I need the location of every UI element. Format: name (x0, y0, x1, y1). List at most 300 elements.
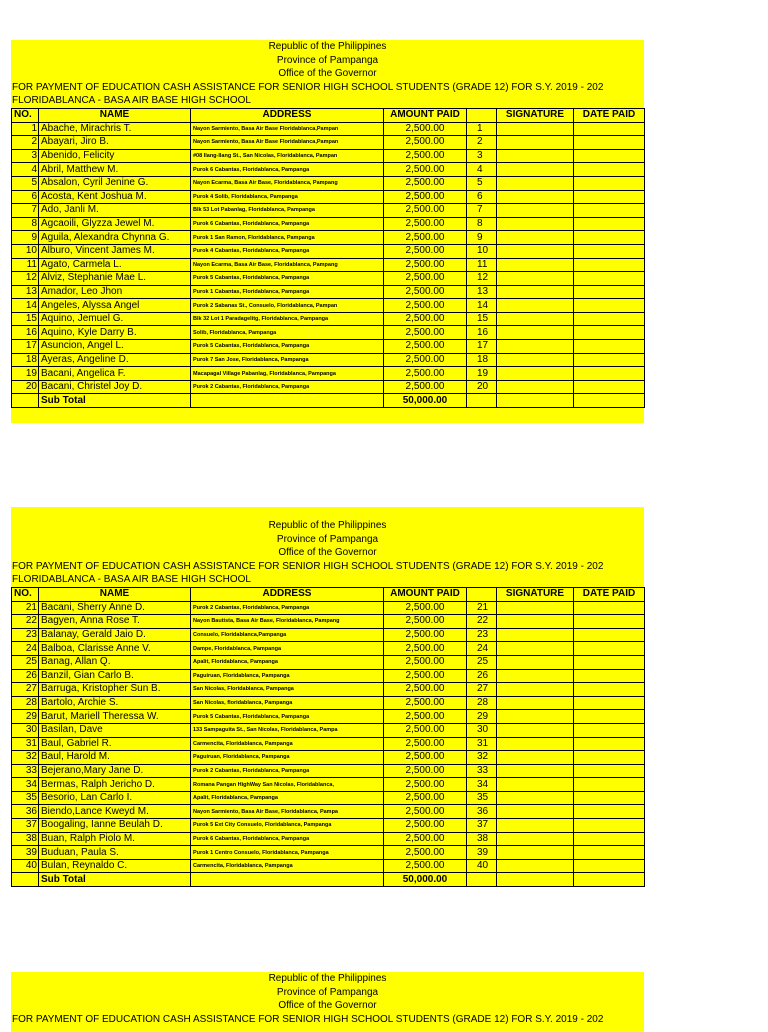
row-date-paid (574, 805, 645, 819)
row-date-paid (574, 312, 645, 326)
row-amount: 2,500.00 (384, 819, 467, 833)
row-signature (497, 642, 574, 656)
row-amount: 2,500.00 (384, 272, 467, 286)
row-signature (497, 628, 574, 642)
table-row (12, 326, 645, 340)
row-seq: 40 (467, 859, 497, 873)
row-address: Purok 1 Centro Consuelo, Floridablanca, Pampanga (191, 846, 384, 860)
row-signature (497, 805, 574, 819)
row-date-paid (574, 272, 645, 286)
row-seq: 27 (467, 683, 497, 697)
row-name: Acosta, Kent Joshua M. (39, 190, 191, 204)
payroll-sheet-1 (11, 40, 644, 423)
row-amount: 2,500.00 (384, 367, 467, 381)
row-no: 31 (12, 737, 39, 751)
row-amount: 2,500.00 (384, 696, 467, 710)
row-name: Abache, Mirachris T. (39, 122, 191, 136)
row-signature (497, 791, 574, 805)
row-seq: 22 (467, 615, 497, 629)
subtotal-blank (12, 394, 39, 408)
row-name: Banag, Allan Q. (39, 655, 191, 669)
row-seq: 17 (467, 340, 497, 354)
header-purpose: FOR PAYMENT OF EDUCATION CASH ASSISTANCE FOR SENIOR HIGH SCHOOL STUDENTS (GRADE 12) FOR S.Y. 2019 - 202 (12, 81, 604, 93)
row-date-paid (574, 163, 645, 177)
row-no: 7 (12, 204, 39, 218)
subtotal-label: Sub Total (39, 394, 191, 408)
row-seq: 20 (467, 380, 497, 394)
row-address: Paguiruan, Floridablanca, Pampanga (191, 751, 384, 765)
table-row (12, 367, 645, 381)
row-address: #08 Ilang-Ilang St., San Nicolas, Floridablanca, Pampan (191, 149, 384, 163)
row-address: Purok 4 Solib, Floridablanca, Pampanga (191, 190, 384, 204)
table-row (12, 244, 645, 258)
row-signature (497, 272, 574, 286)
row-seq: 15 (467, 312, 497, 326)
table-row (12, 710, 645, 724)
row-seq: 9 (467, 231, 497, 245)
row-name: Bulan, Reynaldo C. (39, 859, 191, 873)
row-amount: 2,500.00 (384, 805, 467, 819)
row-name: Balboa, Clarisse Anne V. (39, 642, 191, 656)
row-signature (497, 696, 574, 710)
table-row (12, 190, 645, 204)
row-date-paid (574, 353, 645, 367)
row-date-paid (574, 149, 645, 163)
table-row (12, 669, 645, 683)
row-amount: 2,500.00 (384, 136, 467, 150)
table-row (12, 380, 645, 394)
table-row (12, 819, 645, 833)
row-seq: 28 (467, 696, 497, 710)
subtotal-date-blank (574, 873, 645, 887)
row-date-paid (574, 764, 645, 778)
row-amount: 2,500.00 (384, 326, 467, 340)
row-date-paid (574, 710, 645, 724)
row-address: Carmencita, Floridablanca, Pampanga (191, 737, 384, 751)
row-amount: 2,500.00 (384, 655, 467, 669)
row-amount: 2,500.00 (384, 340, 467, 354)
row-date-paid (574, 176, 645, 190)
row-amount: 2,500.00 (384, 312, 467, 326)
row-signature (497, 299, 574, 313)
table-row (12, 696, 645, 710)
row-seq: 6 (467, 190, 497, 204)
row-amount: 2,500.00 (384, 859, 467, 873)
table-row (12, 751, 645, 765)
row-address: Romana Pangan HighWay San Nicolas, Floridablanca, (191, 778, 384, 792)
row-no: 14 (12, 299, 39, 313)
row-seq: 25 (467, 655, 497, 669)
row-amount: 2,500.00 (384, 231, 467, 245)
row-no: 18 (12, 353, 39, 367)
table-row (12, 805, 645, 819)
row-address: Nayon Ecarma, Basa Air Base, Floridablanca, Pampang (191, 176, 384, 190)
row-address: Blk 53 Lot Pabanlag, Floridablanca, Pampanga (191, 204, 384, 218)
row-name: Bagyen, Anna Rose T. (39, 615, 191, 629)
row-amount: 2,500.00 (384, 683, 467, 697)
row-name: Basilan, Dave (39, 723, 191, 737)
col-address: ADDRESS (191, 108, 384, 122)
row-signature (497, 367, 574, 381)
row-amount: 2,500.00 (384, 217, 467, 231)
col-address: ADDRESS (191, 587, 384, 601)
row-seq: 37 (467, 819, 497, 833)
table-row (12, 737, 645, 751)
row-no: 40 (12, 859, 39, 873)
header-province: Province of Pampanga (276, 54, 379, 66)
row-seq: 36 (467, 805, 497, 819)
row-seq: 38 (467, 832, 497, 846)
row-address: Consuelo, Floridablanca,Pampanga (191, 628, 384, 642)
row-date-paid (574, 751, 645, 765)
row-signature (497, 176, 574, 190)
header-office: Office of the Governor (278, 547, 377, 559)
row-address: Blk 32 Lot 1 Paradagelitg, Floridablanca, Pampanga (191, 312, 384, 326)
table-row (12, 272, 645, 286)
row-seq: 14 (467, 299, 497, 313)
row-seq: 16 (467, 326, 497, 340)
row-address: Nayon Sarmiento, Basa Air Base, Floridablanca, Pampa (191, 805, 384, 819)
row-seq: 13 (467, 285, 497, 299)
row-signature (497, 163, 574, 177)
row-address: Purok 6 Cabantas, Floridablanca, Pampanga (191, 217, 384, 231)
table-header-row (12, 108, 645, 122)
table-row (12, 136, 645, 150)
row-seq: 30 (467, 723, 497, 737)
row-signature (497, 737, 574, 751)
row-signature (497, 683, 574, 697)
table-row (12, 601, 645, 615)
row-name: Aguila, Alexandra Chynna G. (39, 231, 191, 245)
row-no: 36 (12, 805, 39, 819)
row-name: Bartolo, Archie S. (39, 696, 191, 710)
row-seq: 35 (467, 791, 497, 805)
row-name: Alviz, Stephanie Mae L. (39, 272, 191, 286)
row-address: Purok 7 San Jose, Floridablanca, Pampanga (191, 353, 384, 367)
table-row (12, 204, 645, 218)
row-date-paid (574, 846, 645, 860)
row-signature (497, 778, 574, 792)
row-signature (497, 751, 574, 765)
row-no: 19 (12, 367, 39, 381)
row-name: Abayari, Jiro B. (39, 136, 191, 150)
header-office: Office of the Governor (278, 1000, 377, 1012)
row-no: 3 (12, 149, 39, 163)
row-amount: 2,500.00 (384, 642, 467, 656)
row-amount: 2,500.00 (384, 258, 467, 272)
row-name: Barut, Mariell Theressa W. (39, 710, 191, 724)
table-row (12, 832, 645, 846)
row-seq: 8 (467, 217, 497, 231)
row-name: Angeles, Alyssa Angel (39, 299, 191, 313)
row-name: Banzil, Gian Carlo B. (39, 669, 191, 683)
row-seq: 1 (467, 122, 497, 136)
row-date-paid (574, 326, 645, 340)
row-amount: 2,500.00 (384, 628, 467, 642)
row-signature (497, 710, 574, 724)
col-seq (467, 108, 497, 122)
row-seq: 21 (467, 601, 497, 615)
row-amount: 2,500.00 (384, 244, 467, 258)
row-address: Paguiruan, Floridablanca, Pampanga (191, 669, 384, 683)
row-amount: 2,500.00 (384, 380, 467, 394)
row-name: Amador, Leo Jhon (39, 285, 191, 299)
col-name: NAME (39, 108, 191, 122)
header-purpose: FOR PAYMENT OF EDUCATION CASH ASSISTANCE FOR SENIOR HIGH SCHOOL STUDENTS (GRADE 12) FOR S.Y. 2019 - 202 (12, 560, 604, 572)
row-no: 27 (12, 683, 39, 697)
row-signature (497, 353, 574, 367)
table-row (12, 353, 645, 367)
row-signature (497, 149, 574, 163)
row-signature (497, 312, 574, 326)
subtotal-row (12, 394, 645, 408)
row-name: Bermas, Ralph Jericho D. (39, 778, 191, 792)
row-address: Carmencita, Floridablanca, Pampanga (191, 859, 384, 873)
row-seq: 3 (467, 149, 497, 163)
payroll-table (11, 108, 645, 408)
row-no: 11 (12, 258, 39, 272)
row-amount: 2,500.00 (384, 149, 467, 163)
row-amount: 2,500.00 (384, 299, 467, 313)
row-amount: 2,500.00 (384, 163, 467, 177)
header-republic: Republic of the Philippines (268, 973, 387, 984)
row-no: 4 (12, 163, 39, 177)
row-name: Bacani, Sherry Anne D. (39, 601, 191, 615)
row-signature (497, 380, 574, 394)
table-row (12, 176, 645, 190)
row-no: 5 (12, 176, 39, 190)
row-no: 37 (12, 819, 39, 833)
row-name: Ayeras, Angeline D. (39, 353, 191, 367)
table-row (12, 122, 645, 136)
row-seq: 19 (467, 367, 497, 381)
col-date-paid: DATE PAID (574, 108, 645, 122)
row-seq: 31 (467, 737, 497, 751)
row-amount: 2,500.00 (384, 601, 467, 615)
row-signature (497, 340, 574, 354)
row-no: 33 (12, 764, 39, 778)
row-seq: 29 (467, 710, 497, 724)
table-row (12, 846, 645, 860)
row-amount: 2,500.00 (384, 764, 467, 778)
row-amount: 2,500.00 (384, 190, 467, 204)
row-signature (497, 655, 574, 669)
row-date-paid (574, 669, 645, 683)
row-amount: 2,500.00 (384, 204, 467, 218)
table-row (12, 642, 645, 656)
row-no: 2 (12, 136, 39, 150)
row-signature (497, 326, 574, 340)
row-name: Ado, Janli M. (39, 204, 191, 218)
row-date-paid (574, 122, 645, 136)
row-name: Bacani, Angelica F. (39, 367, 191, 381)
row-seq: 7 (467, 204, 497, 218)
header-province: Province of Pampanga (276, 986, 379, 998)
row-date-paid (574, 190, 645, 204)
table-row (12, 683, 645, 697)
row-date-paid (574, 258, 645, 272)
subtotal-date-blank (574, 394, 645, 408)
row-name: Agcaoili, Glyzza Jewel M. (39, 217, 191, 231)
row-address: Purok 1 Cabantas, Floridablanca, Pampanga (191, 285, 384, 299)
row-no: 38 (12, 832, 39, 846)
row-signature (497, 190, 574, 204)
payroll-table (11, 587, 645, 887)
row-name: Absalon, Cyril Jenine G. (39, 176, 191, 190)
table-row (12, 340, 645, 354)
subtotal-seq-blank (467, 873, 497, 887)
row-date-paid (574, 737, 645, 751)
row-name: Barruga, Kristopher Sun B. (39, 683, 191, 697)
row-name: Baul, Gabriel R. (39, 737, 191, 751)
row-date-paid (574, 299, 645, 313)
col-signature: SIGNATURE (497, 587, 574, 601)
row-date-paid (574, 655, 645, 669)
row-no: 8 (12, 217, 39, 231)
table-row (12, 163, 645, 177)
row-date-paid (574, 628, 645, 642)
row-no: 32 (12, 751, 39, 765)
row-name: Bacani, Christel Joy D. (39, 380, 191, 394)
row-signature (497, 285, 574, 299)
row-no: 9 (12, 231, 39, 245)
row-date-paid (574, 601, 645, 615)
subtotal-amount: 50,000.00 (384, 873, 467, 887)
col-name: NAME (39, 587, 191, 601)
row-name: Aquino, Kyle Darry B. (39, 326, 191, 340)
row-amount: 2,500.00 (384, 122, 467, 136)
row-address: Purok 2 Cabantas, Floridablanca, Pampanga (191, 764, 384, 778)
row-name: Balanay, Gerald Jaio D. (39, 628, 191, 642)
table-row (12, 859, 645, 873)
row-signature (497, 723, 574, 737)
table-row (12, 723, 645, 737)
row-address: Nayon Sarmiento, Basa Air Base Floridablanca,Pampan (191, 122, 384, 136)
row-no: 29 (12, 710, 39, 724)
col-signature: SIGNATURE (497, 108, 574, 122)
row-no: 22 (12, 615, 39, 629)
col-no: NO. (12, 587, 39, 601)
row-seq: 12 (467, 272, 497, 286)
row-seq: 34 (467, 778, 497, 792)
row-no: 28 (12, 696, 39, 710)
header-purpose: FOR PAYMENT OF EDUCATION CASH ASSISTANCE FOR SENIOR HIGH SCHOOL STUDENTS (GRADE 12) FOR S.Y. 2019 - 202 (12, 1013, 604, 1025)
subtotal-signature-blank (497, 873, 574, 887)
row-seq: 32 (467, 751, 497, 765)
subtotal-row (12, 873, 645, 887)
subtotal-address-blank (191, 394, 384, 408)
row-date-paid (574, 683, 645, 697)
row-no: 25 (12, 655, 39, 669)
table-row (12, 655, 645, 669)
row-amount: 2,500.00 (384, 778, 467, 792)
row-name: Alburo, Vincent James M. (39, 244, 191, 258)
row-date-paid (574, 859, 645, 873)
row-date-paid (574, 791, 645, 805)
row-amount: 2,500.00 (384, 832, 467, 846)
table-row (12, 628, 645, 642)
row-date-paid (574, 696, 645, 710)
subtotal-label: Sub Total (39, 873, 191, 887)
col-amount: AMOUNT PAID (384, 587, 467, 601)
row-date-paid (574, 367, 645, 381)
header-province: Province of Pampanga (276, 533, 379, 545)
row-address: Purok 5 Cabantas, Floridablanca, Pampanga (191, 710, 384, 724)
row-no: 10 (12, 244, 39, 258)
row-address: Nayon Bautista, Basa Air Base, Floridablanca, Pampang (191, 615, 384, 629)
row-address: Purok 5 Ext City Consuelo, Floridablanca, Pampanga (191, 819, 384, 833)
row-signature (497, 615, 574, 629)
row-address: Purok 2 Cabantas, Floridablanca, Pampanga (191, 601, 384, 615)
row-date-paid (574, 231, 645, 245)
row-no: 34 (12, 778, 39, 792)
row-address: Purok 5 Cabantas, Floridablanca, Pampanga (191, 272, 384, 286)
row-signature (497, 819, 574, 833)
row-seq: 33 (467, 764, 497, 778)
row-signature (497, 859, 574, 873)
table-row (12, 312, 645, 326)
col-no: NO. (12, 108, 39, 122)
row-signature (497, 244, 574, 258)
row-date-paid (574, 615, 645, 629)
row-no: 23 (12, 628, 39, 642)
header-republic: Republic of the Philippines (268, 520, 387, 531)
row-signature (497, 258, 574, 272)
row-signature (497, 217, 574, 231)
row-signature (497, 122, 574, 136)
table-row (12, 778, 645, 792)
row-seq: 2 (467, 136, 497, 150)
table-row (12, 764, 645, 778)
row-name: Besorio, Lan Carlo I. (39, 791, 191, 805)
table-row (12, 615, 645, 629)
row-name: Bejerano,Mary Jane D. (39, 764, 191, 778)
row-date-paid (574, 819, 645, 833)
row-address: San Nicolas, floridablanca, Pampanga (191, 696, 384, 710)
row-address: Purok 4 Cabantas, Floridablanca, Pampanga (191, 244, 384, 258)
row-name: Abril, Matthew M. (39, 163, 191, 177)
subtotal-blank (12, 873, 39, 887)
row-signature (497, 136, 574, 150)
header-school: FLORIDABLANCA - BASA AIR BASE HIGH SCHOOL (12, 574, 251, 586)
row-no: 16 (12, 326, 39, 340)
row-amount: 2,500.00 (384, 791, 467, 805)
row-seq: 39 (467, 846, 497, 860)
row-address: Purok 6 Cabantas, Floridablanca, Pampanga (191, 163, 384, 177)
row-address: Purok 6 Cabantas, Floridablanca, Pampanga (191, 832, 384, 846)
table-row (12, 149, 645, 163)
row-seq: 4 (467, 163, 497, 177)
row-date-paid (574, 217, 645, 231)
row-amount: 2,500.00 (384, 176, 467, 190)
row-date-paid (574, 723, 645, 737)
row-seq: 18 (467, 353, 497, 367)
row-name: Aquino, Jemuel G. (39, 312, 191, 326)
row-address: Purok 2 Cabantas, Floridablanca, Pampanga (191, 380, 384, 394)
row-name: Biendo,Lance Kweyd M. (39, 805, 191, 819)
row-name: Boogaling, Ianne Beulah D. (39, 819, 191, 833)
row-address: Apalit, Floridablanca, Pampanga (191, 791, 384, 805)
row-amount: 2,500.00 (384, 615, 467, 629)
col-amount: AMOUNT PAID (384, 108, 467, 122)
row-no: 13 (12, 285, 39, 299)
header-republic: Republic of the Philippines (268, 41, 387, 52)
row-name: Abenido, Felicity (39, 149, 191, 163)
row-amount: 2,500.00 (384, 846, 467, 860)
row-address: Nayon Ecarma, Basa Air Base, Floridablanca, Pampang (191, 258, 384, 272)
row-date-paid (574, 285, 645, 299)
row-no: 30 (12, 723, 39, 737)
